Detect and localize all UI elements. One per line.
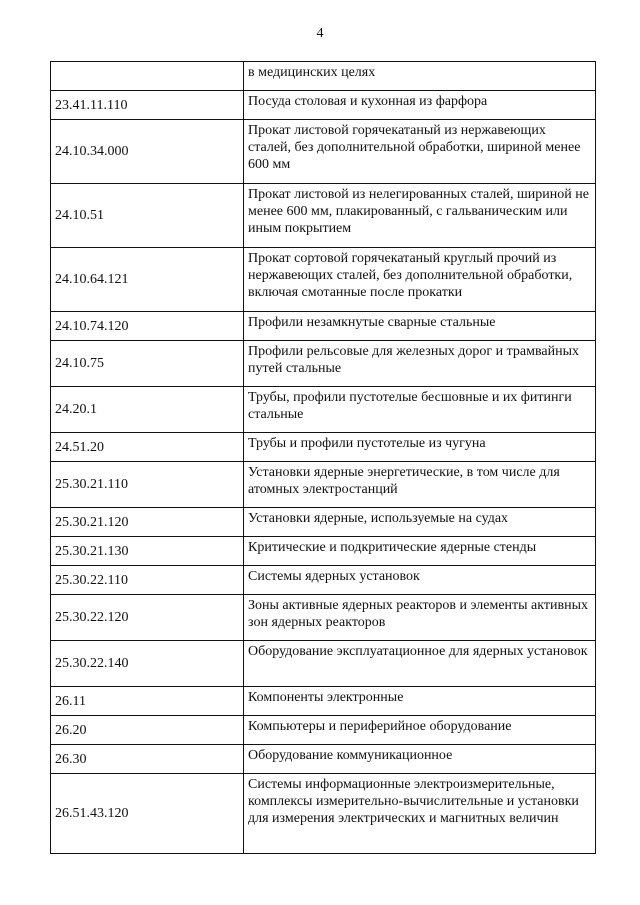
- table-row: [51, 120, 596, 184]
- code-cell: 25.30.22.110: [51, 566, 244, 595]
- table-row: [51, 433, 596, 462]
- description-cell: Системы информационные электроизмерительные, комплексы измерительно-вычислительные и установки для измерения электрических и магнитных величин: [244, 774, 596, 854]
- description-cell: Установки ядерные, используемые на судах: [244, 508, 596, 537]
- description-cell: Профили незамкнутые сварные стальные: [244, 312, 596, 341]
- table-row: [51, 184, 596, 248]
- table-row: [51, 537, 596, 566]
- description-cell: Профили рельсовые для железных дорог и трамвайных путей стальные: [244, 341, 596, 387]
- code-cell: 23.41.11.110: [51, 91, 244, 120]
- description-cell: Компьютеры и периферийное оборудование: [244, 716, 596, 745]
- table-row: [51, 716, 596, 745]
- table-row: [51, 248, 596, 312]
- description-cell: Трубы, профили пустотелые бесшовные и их фитинги стальные: [244, 387, 596, 433]
- table-row: [51, 641, 596, 687]
- description-cell: Системы ядерных установок: [244, 566, 596, 595]
- table-row: [51, 91, 596, 120]
- code-cell: 24.20.1: [51, 387, 244, 433]
- code-cell: 25.30.21.110: [51, 462, 244, 508]
- codes-table: [50, 61, 596, 854]
- code-cell: 24.10.51: [51, 184, 244, 248]
- description-cell: Трубы и профили пустотелые из чугуна: [244, 433, 596, 462]
- description-cell: Прокат листовой из нелегированных сталей, шириной не менее 600 мм, плакированный, с гальваническим или иным покрытием: [244, 184, 596, 248]
- code-cell: 25.30.21.130: [51, 537, 244, 566]
- table-row: [51, 387, 596, 433]
- table-row: [51, 687, 596, 716]
- code-cell: 25.30.21.120: [51, 508, 244, 537]
- table-row: [51, 62, 596, 91]
- code-cell: 26.30: [51, 745, 244, 774]
- table-row: [51, 341, 596, 387]
- description-cell: Компоненты электронные: [244, 687, 596, 716]
- code-cell: 26.51.43.120: [51, 774, 244, 854]
- code-cell: 24.51.20: [51, 433, 244, 462]
- table-row: [51, 595, 596, 641]
- code-cell: 24.10.34.000: [51, 120, 244, 184]
- code-cell: [51, 62, 244, 91]
- description-cell: в медицинских целях: [244, 62, 596, 91]
- table-row: [51, 462, 596, 508]
- codes-table-body: [51, 62, 596, 854]
- code-cell: 24.10.74.120: [51, 312, 244, 341]
- code-cell: 26.20: [51, 716, 244, 745]
- description-cell: Прокат листовой горячекатаный из нержавеющих сталей, без дополнительной обработки, шириной менее 600 мм: [244, 120, 596, 184]
- page-number: 4: [316, 26, 324, 41]
- description-cell: Зоны активные ядерных реакторов и элементы активных зон ядерных реакторов: [244, 595, 596, 641]
- description-cell: Оборудование эксплуатационное для ядерных установок: [244, 641, 596, 687]
- description-cell: Критические и подкритические ядерные стенды: [244, 537, 596, 566]
- table-row: [51, 312, 596, 341]
- table-row: [51, 508, 596, 537]
- code-cell: 25.30.22.120: [51, 595, 244, 641]
- code-cell: 24.10.64.121: [51, 248, 244, 312]
- code-cell: 24.10.75: [51, 341, 244, 387]
- description-cell: Посуда столовая и кухонная из фарфора: [244, 91, 596, 120]
- table-row: [51, 566, 596, 595]
- table-row: [51, 745, 596, 774]
- table-row: [51, 774, 596, 854]
- description-cell: Прокат сортовой горячекатаный круглый прочий из нержавеющих сталей, без дополнительной обработки, включая смотанные после прокатки: [244, 248, 596, 312]
- description-cell: Установки ядерные энергетические, в том числе для атомных электростанций: [244, 462, 596, 508]
- code-cell: 25.30.22.140: [51, 641, 244, 687]
- code-cell: 26.11: [51, 687, 244, 716]
- description-cell: Оборудование коммуникационное: [244, 745, 596, 774]
